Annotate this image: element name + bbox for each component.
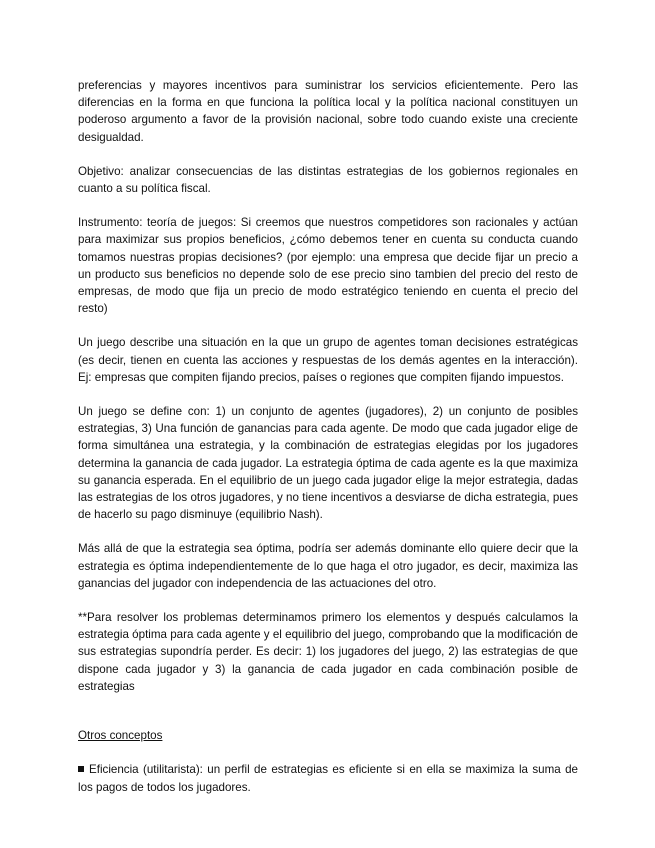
bullet-text: Eficiencia (utilitarista): un perfil de estrategias es eficiente si en ella se maximiza la suma de los pagos de todos los jugadores. <box>78 763 578 794</box>
section-heading-otros-conceptos: Otros conceptos <box>78 729 163 743</box>
paragraph-objetivo: Objetivo: analizar consecuencias de las distintas estrategias de los gobiernos regionales en cuanto a su política fiscal. <box>78 164 578 196</box>
paragraph-juego-definicion: Un juego se define con: 1) un conjunto de agentes (jugadores), 2) un conjunto de posibles estrategias, 3) Una función de ganancias para cada agente. De modo que cada jugador elige de forma simultánea una estrategia, y la combinación de estrategias elegidas por los jugadores determina la ganancia de cada jugador. La estrategia óptima de cada agente es la que maximiza su ganancia esperada. En el equilibrio de un juego cada jugador elige la mejor estrategia, dadas las estrategias de los otros jugadores, y no tiene incentivos a desviarse de dicha estrategia, pues de hacerlo su pago disminuye (equilibrio Nash). <box>78 405 578 522</box>
paragraph-juego-descripcion: Un juego describe una situación en la que un grupo de agentes toman decisiones estratégicas (es decir, tienen en cuenta las acciones y respuestas de los demás agentes en la interacción). Ej: empresas que compiten fijando precios, países o regiones que compiten fijando impuestos. <box>78 336 578 384</box>
paragraph-resolver-problemas: **Para resolver los problemas determinamos primero los elementos y después calculamos la estrategia óptima para cada agente y el equilibrio del juego, comprobando que la modificación de sus estrategias supondría perder. Es decir: 1) los jugadores del juego, 2) las estrategias de que dispone cada jugador y 3) la ganancia de cada jugador en cada combinación posible de estrategias <box>78 611 578 693</box>
paragraph-preferencias: preferencias y mayores incentivos para suministrar los servicios eficientemente. Pero las diferencias en la forma en que funciona la política local y la política nacional constituyen un poderoso argumento a favor de la provisión nacional, sobre todo cuando existe una creciente desigualdad. <box>78 79 578 144</box>
square-bullet-icon <box>78 766 84 772</box>
bullet-item-eficiencia <box>78 761 578 795</box>
paragraph-estrategia-dominante: Más allá de que la estrategia sea óptima, podría ser además dominante ello quiere decir que la estrategia es óptima independientemente de lo que haga el otro jugador, es decir, maximiza las ganancias del jugador con independencia de las actuaciones del otro. <box>78 542 578 590</box>
paragraph-instrumento: Instrumento: teoría de juegos: Si creemos que nuestros competidores son racionales y actúan para maximizar sus propios beneficios, ¿cómo debemos tener en cuenta su conducta cuando tomamos nuestras propias decisiones? (por ejemplo: una empresa que decide fijar un precio a un producto sus beneficios no depende solo de ese precio sino tambien del precio del resto de empresas, de modo que fija un precio de modo estratégico teniendo en cuenta el precio del resto) <box>78 216 578 316</box>
document-page <box>78 77 578 796</box>
